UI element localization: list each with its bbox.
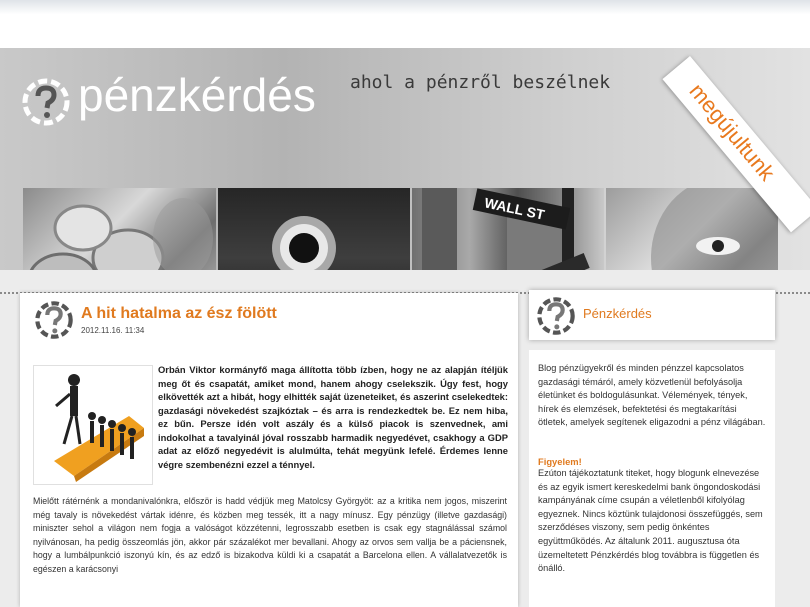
browser-top-band [0,0,810,48]
header-photo-banknote [606,188,778,270]
post-body-text: Mielőtt rátérnénk a mondanivalónkra, először is hadd védjük meg Matolcsy Györgyöt: az a kritika nem jogos, miszerint még tavaly is növekedést vártak idénre, és közben meg tessék, itt a nagy mínusz. Egy pénzügy (illetve gazdasági) miniszter sehol a világon nem fogja a valóságot közzétenni, legrosszabb esetben is csak egy stagnálással számol nyilvánosan, ha pedig összeomlás jön, akkor pár százalékot mer bevallani. Ahogy az orvos sem vallja be a páciensnek, hogy a lumbálpunkció iszonyú kín, és az edző is bizakodva küldi ki a csapatát a Barcelona ellen. A vállalatvezetők is egészen a karácsonyi [33,496,507,574]
post-question-icon [34,300,74,340]
header-photo-coins [23,188,216,270]
header-photo-strip [23,188,778,270]
question-mark-logo-icon [22,78,70,126]
ribbon-label: megújultunk [684,78,780,186]
sidebar-title: Pénzkérdés [583,306,652,321]
sidebar-description: Blog pénzügyekről és minden pénzzel kapcsolatos gazdasági témáról, amely közvetlenül befolyásolja életünket és boldogulásunkat. Vélemények, tények, hírek és elemzések, befektetési és megtakarítási ötletek, amelyek segítenek eligazodni a pénz világában. [538,363,766,428]
post-title-link[interactable]: A hit hatalma az ész fölött [81,305,277,322]
header-photo-safe-dial [218,188,410,270]
sidebar-notice-text: Ezúton tájékoztatunk titeket, hogy blogunk elnevezése és az egyik ismert kereskedelmi bank öngondoskodási kampányának címe csupán a véletlenből kifolyólag egyeznek. Nincs köztünk tulajdonosi összefüggés, sem szerződéses viszony, sem pedig önkéntes együttműködés. Az általunk 2011. augusztusa óta üzemeltetett Pénzkérdés blog továbbra is független és önálló. [538,468,763,574]
svg-text:WALL ST: WALL ST [482,194,547,223]
site-header [0,48,810,270]
post-date: 2012.11.16. 11:34 [81,326,145,335]
site-tagline: ahol a pénzről beszélnek [350,72,611,93]
site-logo-text[interactable]: pénzkérdés [78,69,316,121]
header-photo-wall-street [412,188,604,270]
post-lead-text: Orbán Viktor kormányfő maga állította több ízben, hogy ne az alapján ítéljük meg őt és csapatát, amiket mond, hanem ahogy cselekszik. Úgy fest, hogy elkövették azt a hibát, hogy elhitték saját üzeneteiket, és aszerint cselekedtek: gazdasági növekedést szajkóztak – és arra is rendezkedtek be. Ez nem hiba, ez bűn. Persze idén volt aszály és a külső piacok is szenvednek, ami indokolhat a tavalyinál jóval rosszabb harmadik negyedévet, csakhogy a GDP adat az előző negyedévit is alulmúlta, tehát megyünk lefelé. Érdemes lenne végre szembenézni ezzel a ténnyel. [158,364,508,470]
sidebar-notice-heading: Figyelem! [538,456,582,467]
post-image-leader-figures [33,365,153,485]
sidebar-question-icon [536,296,576,336]
